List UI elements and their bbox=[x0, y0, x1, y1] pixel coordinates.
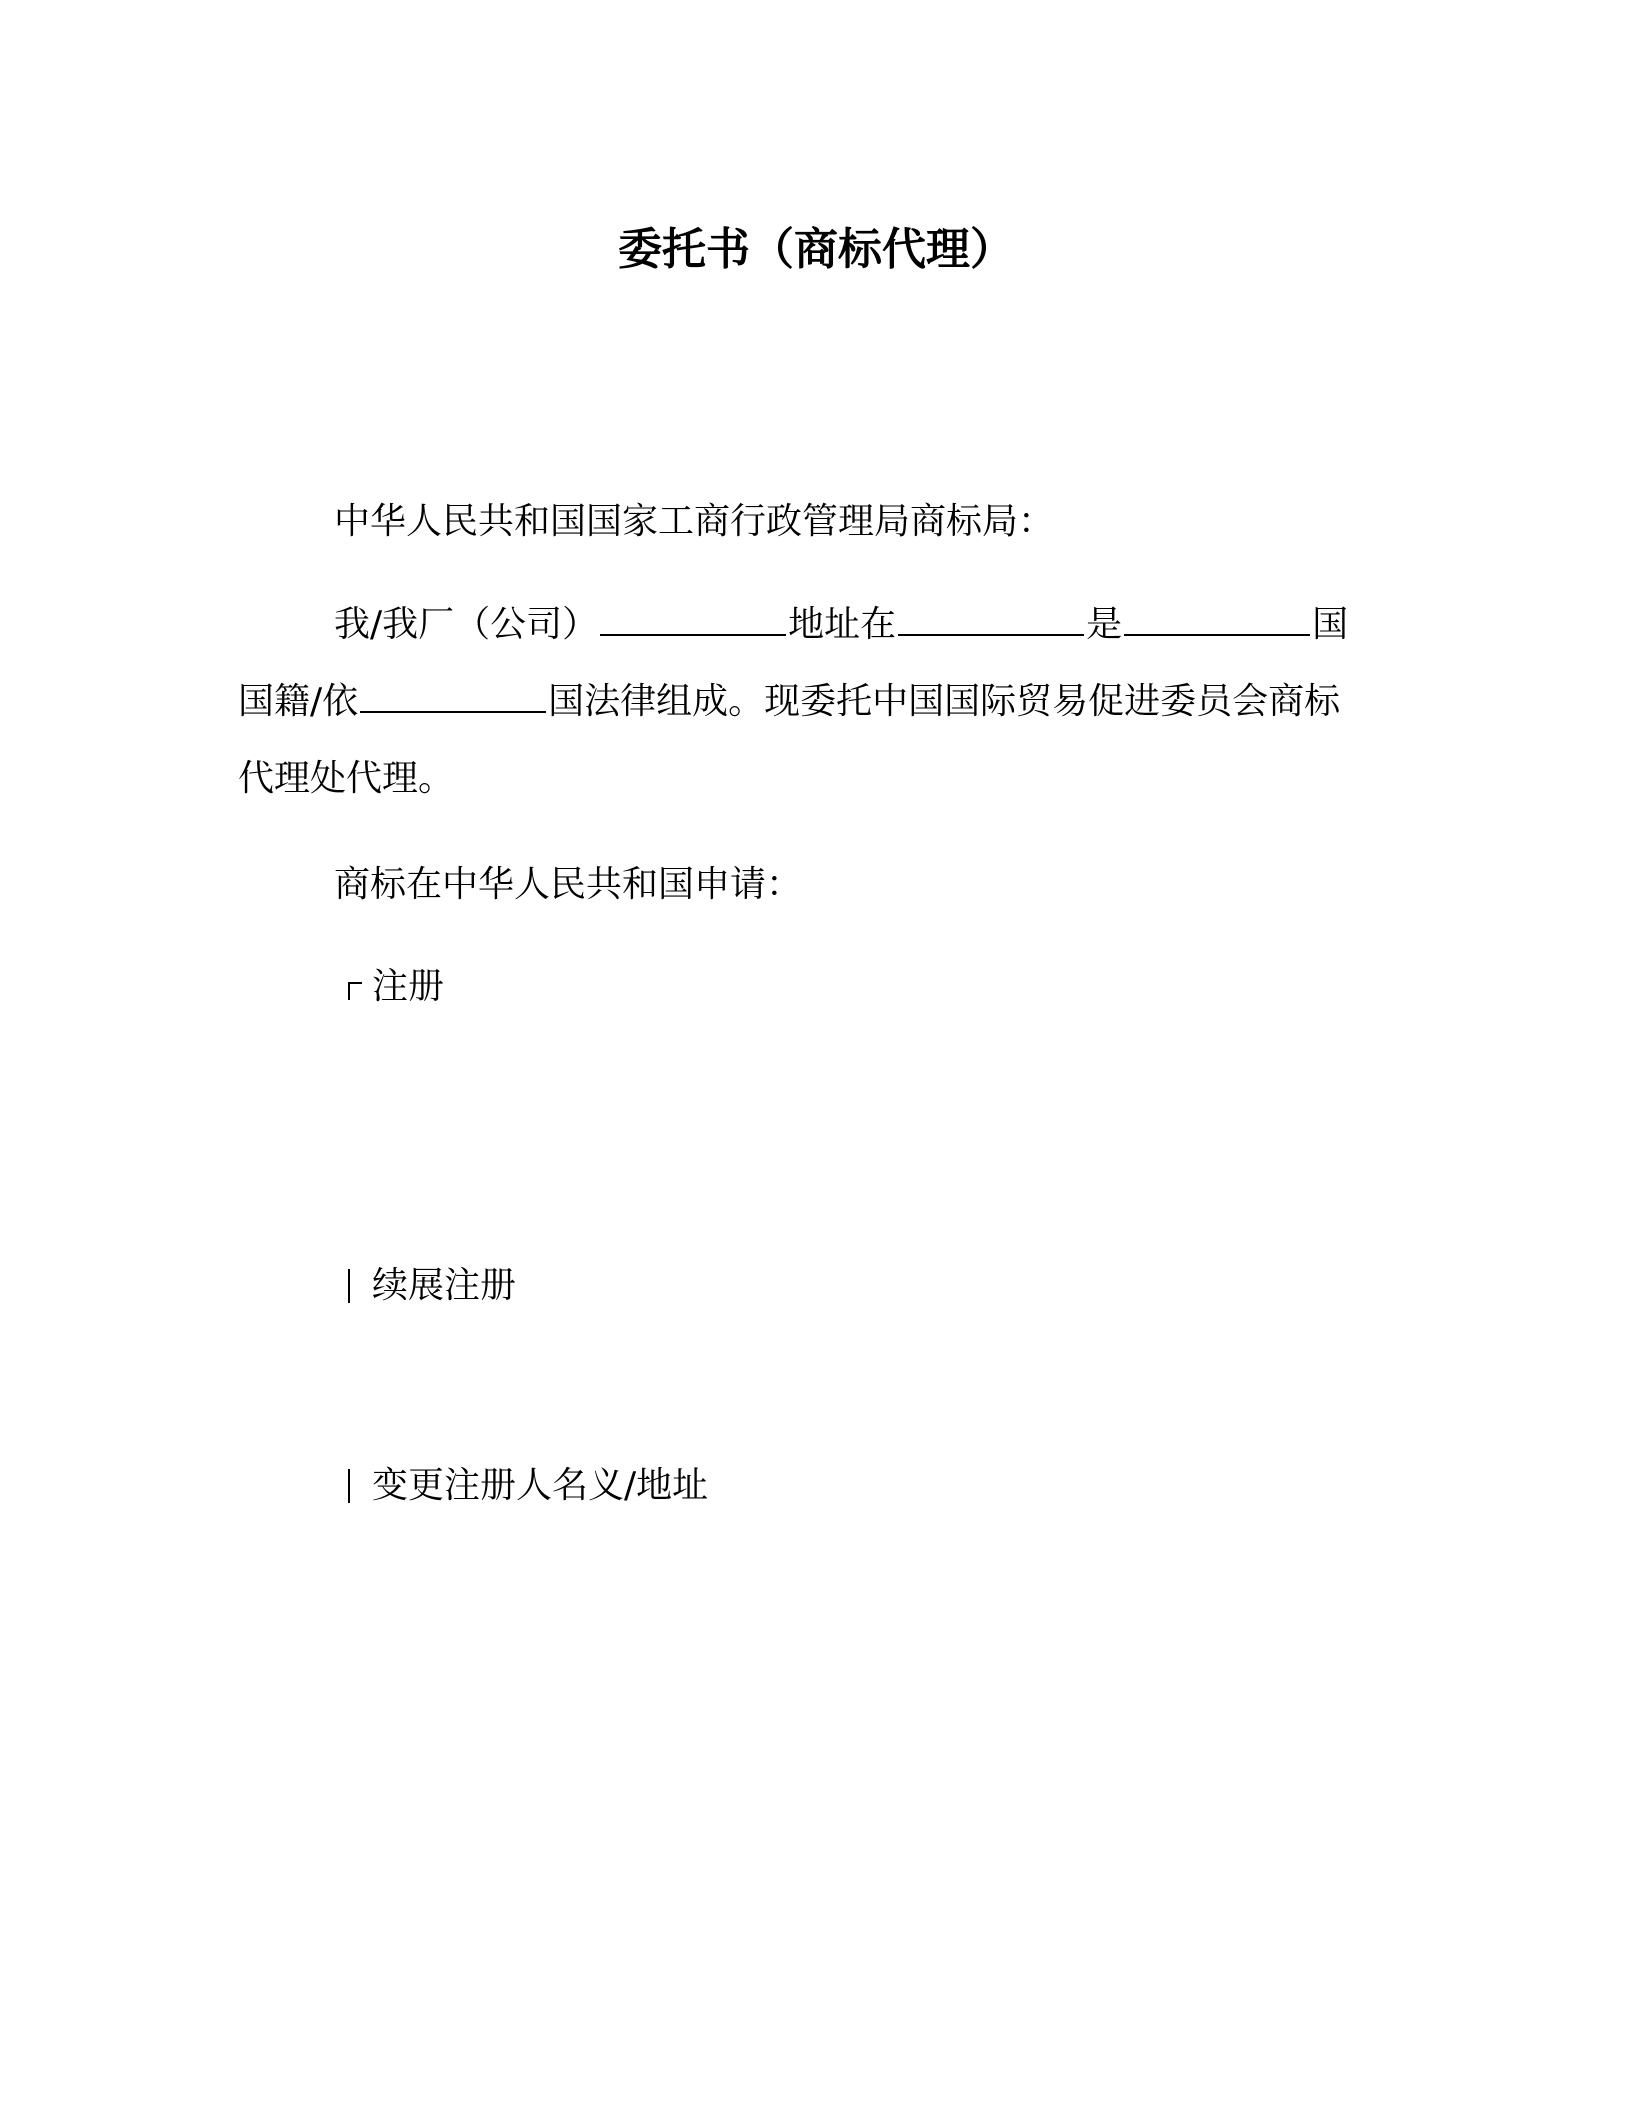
paragraph-line-1 bbox=[334, 601, 1348, 649]
entity-name-blank[interactable] bbox=[600, 604, 786, 636]
option-label: 变更注册人名义/地址 bbox=[372, 1465, 709, 1506]
document-title: 委托书（商标代理） bbox=[618, 224, 1014, 275]
entrust-text: 国法律组成。现委托中国国际贸易促进委员会商标 bbox=[548, 681, 1341, 722]
country-blank[interactable] bbox=[1124, 604, 1310, 636]
checkbox-mark-icon[interactable] bbox=[344, 1267, 364, 1303]
address-label: 地址在 bbox=[788, 604, 897, 645]
addressee-line: 中华人民共和国国家工商行政管理局商标局： bbox=[334, 501, 1055, 542]
address-blank[interactable] bbox=[898, 604, 1084, 636]
option-renewal[interactable] bbox=[344, 1262, 516, 1310]
checkbox-mark-icon[interactable] bbox=[344, 1467, 364, 1503]
option-registration[interactable] bbox=[344, 963, 444, 1011]
checkbox-mark-icon[interactable] bbox=[344, 968, 364, 1004]
entity-label: 我/我厂（公司） bbox=[334, 604, 599, 645]
law-country-blank[interactable] bbox=[360, 681, 546, 713]
paragraph-line-2 bbox=[238, 678, 1340, 726]
option-label: 续展注册 bbox=[372, 1265, 517, 1306]
paragraph-line-3: 代理处代理。 bbox=[238, 758, 455, 799]
country-label: 国 bbox=[1312, 604, 1349, 645]
option-label: 注册 bbox=[372, 966, 445, 1007]
application-intro: 商标在中华人民共和国申请： bbox=[334, 864, 803, 905]
option-change-registrant[interactable] bbox=[344, 1462, 708, 1510]
is-label: 是 bbox=[1086, 604, 1123, 645]
nationality-label: 国籍/依 bbox=[238, 681, 359, 722]
